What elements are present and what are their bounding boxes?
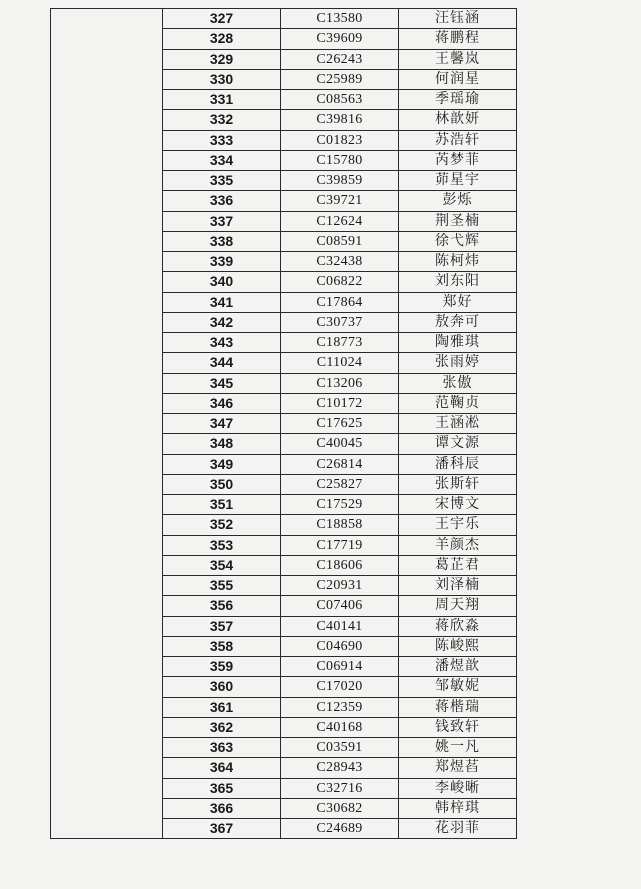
candidate-name: 花羽菲 xyxy=(399,819,517,839)
candidate-name: 刘东阳 xyxy=(399,272,517,292)
candidate-id: C15780 xyxy=(281,150,399,170)
row-number: 327 xyxy=(163,9,281,29)
row-number: 348 xyxy=(163,434,281,454)
candidate-name: 汪钰涵 xyxy=(399,9,517,29)
candidate-name: 李峻晰 xyxy=(399,778,517,798)
candidate-id: C01823 xyxy=(281,130,399,150)
candidate-name: 彭烁 xyxy=(399,191,517,211)
row-number: 363 xyxy=(163,738,281,758)
candidate-name: 宋博文 xyxy=(399,495,517,515)
candidate-id: C17020 xyxy=(281,677,399,697)
candidate-id: C32716 xyxy=(281,778,399,798)
candidate-id: C17529 xyxy=(281,495,399,515)
candidate-id: C39816 xyxy=(281,110,399,130)
row-number: 336 xyxy=(163,191,281,211)
candidate-id: C17864 xyxy=(281,292,399,312)
candidate-name: 邹敏妮 xyxy=(399,677,517,697)
merged-blank-cell xyxy=(51,9,163,839)
row-number: 352 xyxy=(163,515,281,535)
candidate-name: 荆圣楠 xyxy=(399,211,517,231)
candidate-name: 潘煜歆 xyxy=(399,657,517,677)
candidate-id: C06822 xyxy=(281,272,399,292)
candidate-id: C30682 xyxy=(281,798,399,818)
candidate-id: C40141 xyxy=(281,616,399,636)
candidate-id: C26814 xyxy=(281,454,399,474)
row-number: 357 xyxy=(163,616,281,636)
roster-table xyxy=(50,8,517,839)
row-number: 350 xyxy=(163,474,281,494)
candidate-name: 潘科辰 xyxy=(399,454,517,474)
candidate-id: C08563 xyxy=(281,90,399,110)
row-number: 358 xyxy=(163,636,281,656)
candidate-name: 郑好 xyxy=(399,292,517,312)
candidate-name: 王涵凇 xyxy=(399,414,517,434)
candidate-name: 陈柯炜 xyxy=(399,252,517,272)
candidate-name: 陶雅琪 xyxy=(399,333,517,353)
row-number: 343 xyxy=(163,333,281,353)
row-number: 360 xyxy=(163,677,281,697)
candidate-id: C39721 xyxy=(281,191,399,211)
candidate-name: 姚一凡 xyxy=(399,738,517,758)
candidate-id: C26243 xyxy=(281,49,399,69)
candidate-id: C24689 xyxy=(281,819,399,839)
candidate-name: 钱致轩 xyxy=(399,717,517,737)
candidate-id: C28943 xyxy=(281,758,399,778)
row-number: 329 xyxy=(163,49,281,69)
table-row xyxy=(51,9,517,29)
row-number: 342 xyxy=(163,312,281,332)
row-number: 359 xyxy=(163,657,281,677)
candidate-name: 蒋鹏程 xyxy=(399,29,517,49)
candidate-id: C18606 xyxy=(281,555,399,575)
row-number: 347 xyxy=(163,414,281,434)
candidate-name: 范鞠贞 xyxy=(399,393,517,413)
candidate-name: 张雨婷 xyxy=(399,353,517,373)
candidate-name: 韩梓琪 xyxy=(399,798,517,818)
candidate-name: 芮梦菲 xyxy=(399,150,517,170)
row-number: 337 xyxy=(163,211,281,231)
candidate-id: C40045 xyxy=(281,434,399,454)
row-number: 340 xyxy=(163,272,281,292)
candidate-id: C32438 xyxy=(281,252,399,272)
row-number: 367 xyxy=(163,819,281,839)
candidate-name: 苏浩轩 xyxy=(399,130,517,150)
row-number: 334 xyxy=(163,150,281,170)
row-number: 354 xyxy=(163,555,281,575)
candidate-name: 蒋楷瑞 xyxy=(399,697,517,717)
row-number: 339 xyxy=(163,252,281,272)
row-number: 364 xyxy=(163,758,281,778)
candidate-id: C10172 xyxy=(281,393,399,413)
row-number: 361 xyxy=(163,697,281,717)
candidate-id: C25989 xyxy=(281,69,399,89)
roster-body xyxy=(51,9,517,839)
candidate-id: C17625 xyxy=(281,414,399,434)
candidate-name: 谭文源 xyxy=(399,434,517,454)
row-number: 328 xyxy=(163,29,281,49)
row-number: 356 xyxy=(163,596,281,616)
candidate-id: C40168 xyxy=(281,717,399,737)
candidate-id: C18858 xyxy=(281,515,399,535)
candidate-name: 敖奔可 xyxy=(399,312,517,332)
row-number: 332 xyxy=(163,110,281,130)
candidate-id: C20931 xyxy=(281,576,399,596)
row-number: 353 xyxy=(163,535,281,555)
row-number: 330 xyxy=(163,69,281,89)
candidate-id: C13206 xyxy=(281,373,399,393)
row-number: 345 xyxy=(163,373,281,393)
row-number: 344 xyxy=(163,353,281,373)
row-number: 362 xyxy=(163,717,281,737)
candidate-id: C12359 xyxy=(281,697,399,717)
candidate-id: C08591 xyxy=(281,231,399,251)
row-number: 351 xyxy=(163,495,281,515)
row-number: 366 xyxy=(163,798,281,818)
candidate-name: 何润星 xyxy=(399,69,517,89)
candidate-id: C39609 xyxy=(281,29,399,49)
candidate-name: 徐弋辉 xyxy=(399,231,517,251)
candidate-name: 周天翔 xyxy=(399,596,517,616)
candidate-id: C39859 xyxy=(281,171,399,191)
row-number: 331 xyxy=(163,90,281,110)
candidate-name: 羊颜杰 xyxy=(399,535,517,555)
candidate-id: C18773 xyxy=(281,333,399,353)
candidate-id: C11024 xyxy=(281,353,399,373)
candidate-id: C13580 xyxy=(281,9,399,29)
candidate-name: 陈峻熙 xyxy=(399,636,517,656)
candidate-name: 季瑶瑜 xyxy=(399,90,517,110)
candidate-name: 郑煜萏 xyxy=(399,758,517,778)
candidate-name: 林歆妍 xyxy=(399,110,517,130)
candidate-name: 刘泽楠 xyxy=(399,576,517,596)
candidate-name: 王馨岚 xyxy=(399,49,517,69)
candidate-id: C30737 xyxy=(281,312,399,332)
candidate-name: 王宇乐 xyxy=(399,515,517,535)
candidate-name: 茆星宇 xyxy=(399,171,517,191)
candidate-id: C03591 xyxy=(281,738,399,758)
row-number: 346 xyxy=(163,393,281,413)
row-number: 333 xyxy=(163,130,281,150)
candidate-name: 蒋欣淼 xyxy=(399,616,517,636)
candidate-name: 葛芷君 xyxy=(399,555,517,575)
row-number: 341 xyxy=(163,292,281,312)
candidate-name: 张斯轩 xyxy=(399,474,517,494)
candidate-id: C06914 xyxy=(281,657,399,677)
row-number: 365 xyxy=(163,778,281,798)
row-number: 349 xyxy=(163,454,281,474)
candidate-id: C04690 xyxy=(281,636,399,656)
row-number: 355 xyxy=(163,576,281,596)
candidate-id: C25827 xyxy=(281,474,399,494)
row-number: 335 xyxy=(163,171,281,191)
candidate-id: C07406 xyxy=(281,596,399,616)
candidate-name: 张傲 xyxy=(399,373,517,393)
candidate-id: C12624 xyxy=(281,211,399,231)
candidate-id: C17719 xyxy=(281,535,399,555)
row-number: 338 xyxy=(163,231,281,251)
